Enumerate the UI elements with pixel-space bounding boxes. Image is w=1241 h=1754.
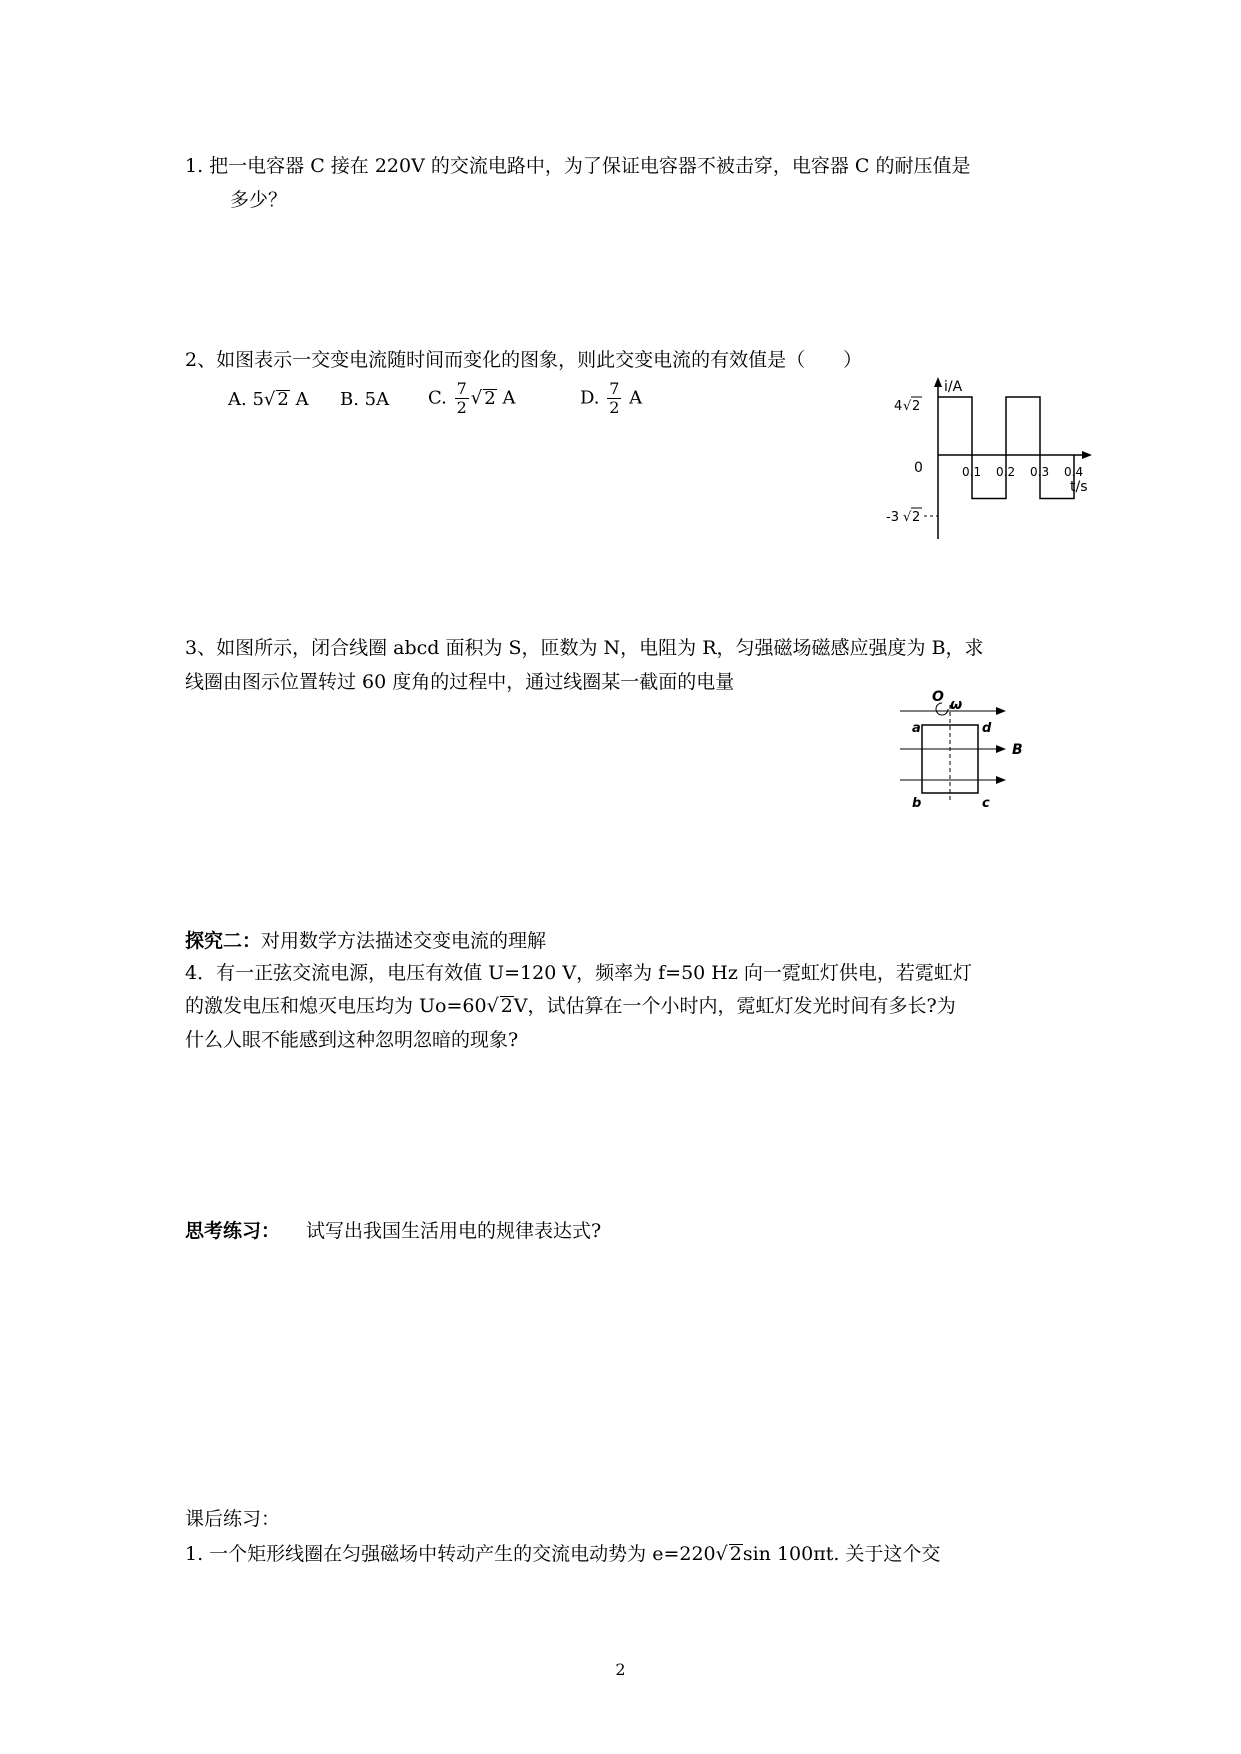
corner-b-label: b [912, 796, 922, 810]
x-tick-label: 0.2 [996, 465, 1016, 479]
page-number: 2 [615, 1660, 626, 1679]
y-bottom-coefficient: -3 [886, 510, 899, 525]
radical-sign: √ [263, 389, 276, 410]
current-series-line [938, 397, 1074, 498]
think-text: 试写出我国生活用电的规律表达式? [306, 1220, 602, 1242]
x-axis-label: t/s [1070, 479, 1088, 495]
q1-line2: 多少？ [230, 189, 288, 211]
option-a-unit: A [295, 389, 309, 410]
q2-stem: 2、如图表示一交变电流随时间而变化的图象，则此交变电流的有效值是（ ） [185, 349, 863, 371]
q4-line2 [185, 993, 956, 1019]
option-c-fraction [455, 380, 469, 417]
think-line [185, 1218, 601, 1244]
q2-option-d [580, 380, 642, 417]
option-a-radicand: 2 [277, 389, 289, 410]
q4-line3: 什么人眼不能感到这种忽明忽暗的现象? [185, 1029, 519, 1051]
x-tick-labels [962, 465, 1083, 479]
section2-heading-line [185, 928, 546, 954]
corner-d-label: d [982, 721, 992, 736]
q2-option-c [428, 380, 515, 417]
q4-line2-prefix: 的激发电压和熄灭电压均为 Uo=60 [185, 995, 487, 1017]
option-d-fraction [607, 380, 621, 417]
after-q1-prefix: 1. 一个矩形线圈在匀强磁场中转动产生的交流电动势为 e=220 [185, 1543, 716, 1565]
radical-sign: √ [715, 1543, 728, 1565]
y-axis-label: i/A [944, 379, 963, 395]
option-c-unit: A [502, 387, 516, 409]
coil-field-diagram [890, 685, 1050, 810]
option-a-prefix: A. 5 [228, 389, 264, 410]
q2-option-b: B. 5A [340, 389, 390, 410]
corner-c-label: c [982, 796, 990, 810]
radical-sign: √ [903, 510, 912, 525]
field-b-label: B [1012, 742, 1023, 758]
think-heading: 思考练习： [185, 1220, 281, 1242]
q3-line2: 线圈由图示位置转过 60 度角的过程中，通过线圈某一截面的电量 [185, 671, 735, 693]
x-axis-arrow [1082, 451, 1092, 459]
after-q1-radicand: 2 [729, 1543, 742, 1565]
after-q1 [185, 1541, 940, 1567]
q1-line1: 1. 把一电容器 C 接在 220V 的交流电路中，为了保证电容器不被击穿，电容器 C 的耐压值是 [185, 155, 971, 177]
option-d-denominator: 2 [609, 398, 620, 417]
option-c-denominator: 2 [456, 398, 467, 417]
option-c-numerator: 7 [456, 379, 467, 398]
option-c-radicand: 2 [484, 387, 496, 409]
y-top-coefficient: 4 [894, 399, 903, 414]
section2-heading: 探究二： [185, 930, 262, 952]
after-heading: 课后练习： [185, 1508, 281, 1530]
radical-sign: √ [470, 387, 483, 409]
y-top-radicand: 2 [912, 399, 921, 414]
q3-line1: 3、如图所示，闭合线圈 abcd 面积为 S，匝数为 N，电阻为 R，匀强磁场磁感应强度为 B，求 [185, 637, 984, 659]
x-tick-label: 0.1 [962, 465, 982, 479]
option-c-prefix: C. [428, 387, 447, 409]
q4-radicand: 2 [500, 995, 513, 1017]
q2-option-a [228, 388, 309, 412]
after-q1-suffix: sin 100πt. 关于这个交 [742, 1543, 941, 1565]
field-arrow [996, 745, 1006, 753]
section2-title: 对用数学方法描述交变电流的理解 [261, 930, 547, 952]
radical-sign: √ [486, 995, 499, 1017]
option-d-numerator: 7 [609, 379, 620, 398]
omega-label: ω [950, 697, 963, 713]
current-time-graph [880, 375, 1100, 545]
y-axis-arrow [934, 377, 942, 387]
rotation-axis-label: O [932, 689, 944, 705]
radical-sign: √ [903, 399, 912, 414]
q4-line1: 4．有一正弦交流电源，电压有效值 U=120 V，频率为 f=50 Hz 向一霓虹灯供电，若霓虹灯 [185, 962, 972, 984]
y-bottom-radicand: 2 [912, 510, 921, 525]
option-d-unit: A [629, 387, 643, 409]
x-tick-label: 0.4 [1064, 465, 1084, 479]
q4-line2-suffix: V，试估算在一个小时内，霓虹灯发光时间有多长?为 [513, 995, 956, 1017]
field-arrow [996, 776, 1006, 784]
corner-a-label: a [912, 721, 921, 736]
x-tick-label: 0.3 [1030, 465, 1050, 479]
option-d-prefix: D. [580, 387, 600, 409]
field-arrow [996, 707, 1006, 715]
origin-label: 0 [914, 460, 923, 476]
